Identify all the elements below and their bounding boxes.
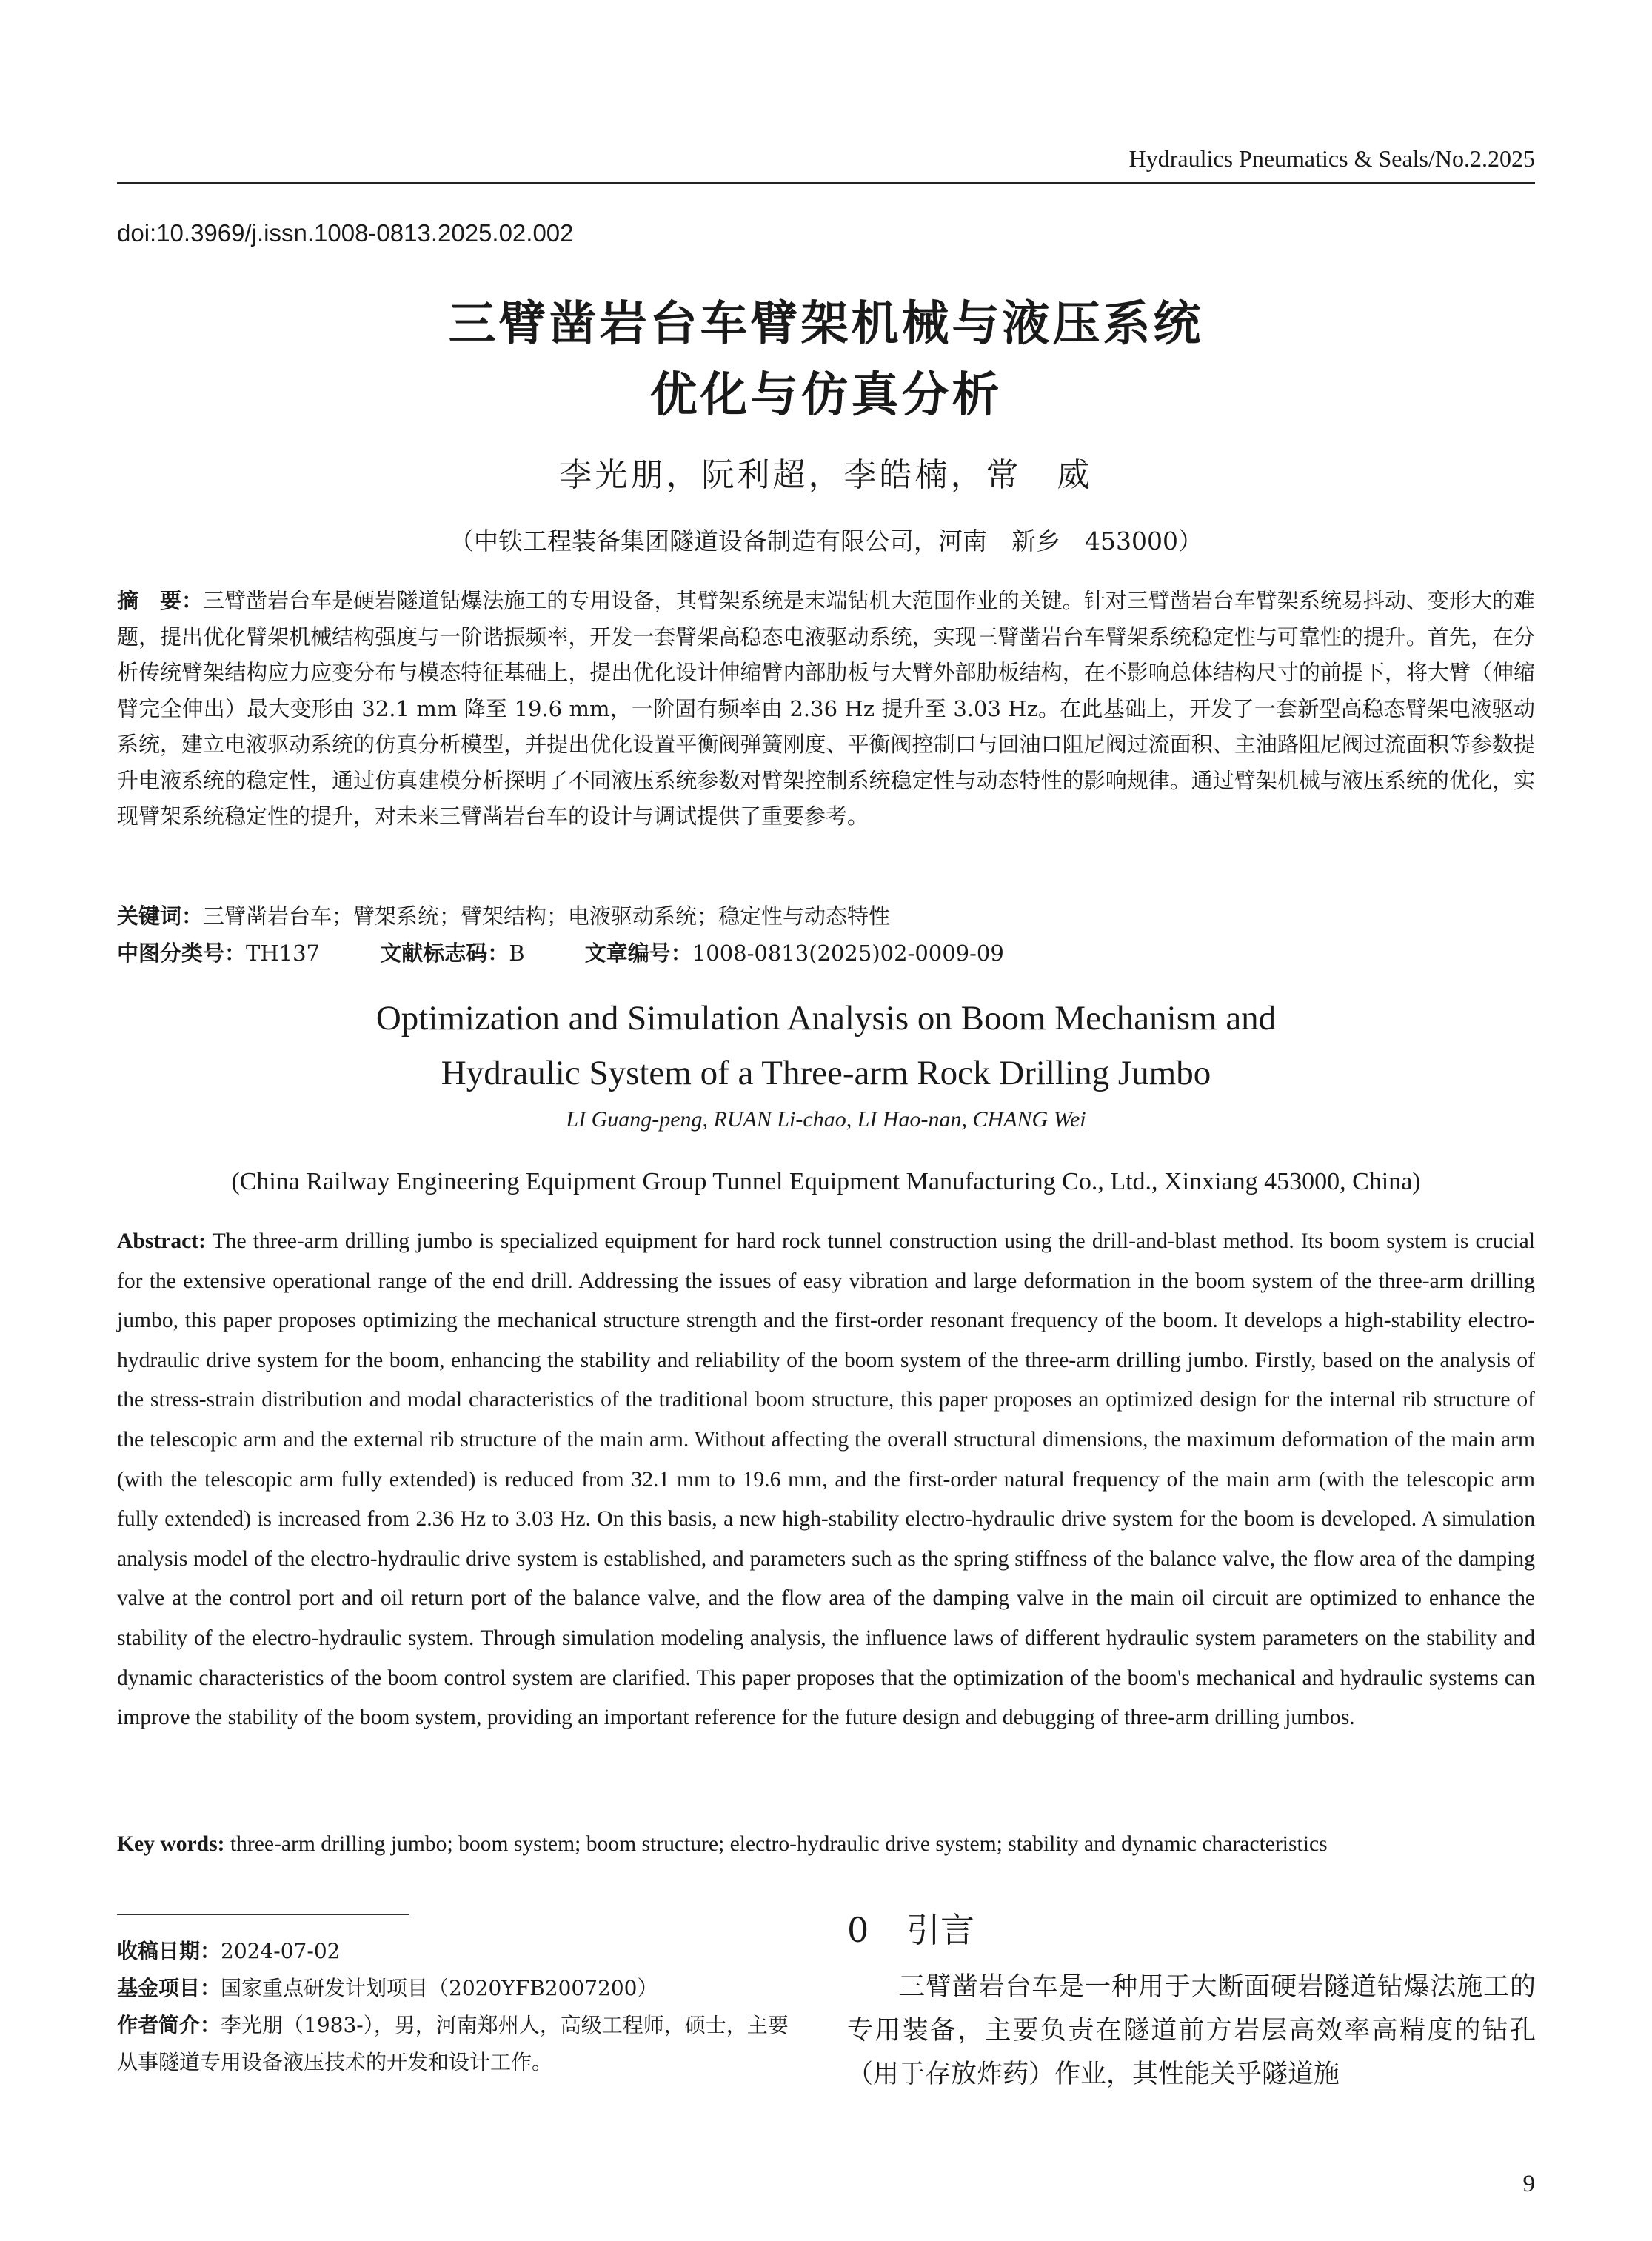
header-rule <box>117 182 1535 184</box>
clc-number: 中图分类号：TH137 <box>117 941 321 966</box>
footnote-rule <box>117 1914 409 1915</box>
title-zh <box>0 289 1652 431</box>
title-en-line-1: Optimization and Simulation Analysis on Boom Mechanism and <box>375 999 1277 1038</box>
authors-en: LI Guang-peng, RUAN Li-chao, LI Hao-nan, CHANG Wei <box>566 1107 1086 1132</box>
abstract-zh-label: 摘 要： <box>117 588 204 613</box>
keywords-zh-text: 三臂凿岩台车；臂架系统；臂架结构；电液驱动系统；稳定性与动态特性 <box>203 904 891 929</box>
keywords-zh <box>117 898 1535 935</box>
received-date: 收稿日期：2024-07-02 <box>117 1939 341 1963</box>
title-zh-line-2: 优化与仿真分析 <box>649 368 1003 423</box>
keywords-en <box>117 1825 1535 1865</box>
author-bio: 作者简介：李光朋（1983-），男，河南郑州人，高级工程师，硕士，主要从事隧道专用设备液压技术的开发和设计工作。 <box>117 2013 789 2074</box>
keywords-en-text: three-arm drilling jumbo; boom system; boom structure; electro-hydraulic drive system; stability and dynamic characteristics <box>224 1832 1328 1856</box>
title-zh-line-1: 三臂凿岩台车臂架机械与液压系统 <box>448 297 1204 352</box>
affiliation-en: (China Railway Engineering Equipment Group Tunnel Equipment Manufacturing Co., Ltd., Xinxiang 453000, China) <box>231 1168 1421 1195</box>
footnotes <box>117 1933 806 2081</box>
section-heading-intro <box>847 1903 974 1952</box>
doi[interactable]: doi:10.3969/j.issn.1008-0813.2025.02.002 <box>117 219 574 247</box>
document-code: 文献标志码：B <box>380 941 525 966</box>
journal-header: Hydraulics Pneumatics & Seals/No.2.2025 <box>1128 145 1535 172</box>
abstract-en-label: Abstract: <box>117 1229 206 1253</box>
affiliation-zh: （中铁工程装备集团隧道设备制造有限公司，河南 新乡 453000） <box>449 527 1203 555</box>
title-en <box>0 991 1652 1101</box>
intro-paragraph: 三臂凿岩台车是一种用于大断面硬岩隧道钻爆法施工的专用装备，主要负责在隧道前方岩层高效率高精度的钻孔（用于存放炸药）作业，其性能关乎隧道施 <box>847 1972 1536 2089</box>
keywords-en-label: Key words: <box>117 1832 225 1856</box>
article-id: 文章编号：1008-0813(2025)02-0009-09 <box>584 941 1004 966</box>
abstract-en <box>117 1222 1535 1738</box>
title-en-line-2: Hydraulic System of a Three-arm Rock Drilling Jumbo <box>441 1054 1211 1092</box>
classification-row <box>117 937 1057 967</box>
fund-project: 基金项目：国家重点研发计划项目（2020YFB2007200） <box>117 1976 658 2000</box>
section-number: 0 <box>847 1910 869 1950</box>
abstract-zh-text: 三臂凿岩台车是硬岩隧道钻爆法施工的专用设备，其臂架系统是末端钻机大范围作业的关键。针对三臂凿岩台车臂架系统易抖动、变形大的难题，提出优化臂架机械结构强度与一阶谐振频率，开发一套臂架高稳态电液驱动系统，实现三臂凿岩台车臂架系统稳定性与可靠性的提升。首先，在分析传统臂架结构应力应变分布与模态特征基础上，提出优化设计伸缩臂内部肋板与大臂外部肋板结构，在不影响总体结构尺寸的前提下，将大臂（伸缩臂完全伸出）最大变形由 32.1 mm 降至 19.6 mm，一阶固有频率由 2.36 Hz 提升至 3.03 Hz。在此基础上，开发了一套新型高稳态臂架电液驱动系统，建立电液驱动系统的仿真分析模型，并提出优化设置平衡阀弹簧刚度、平衡阀控制口与回油口阻尼阀过流面积、主油路阻尼阀过流面积等参数提升电液系统的稳定性，通过仿真建模分析探明了不同液压系统参数对臂架控制系统稳定性与动态特性的影响规律。通过臂架机械与液压系统的优化，实现臂架系统稳定性的提升，对未来三臂凿岩台车的设计与调试提供了重要参考。 <box>117 588 1535 829</box>
authors-zh: 李光朋，阮利超，李皓楠，常 威 <box>559 456 1093 494</box>
page-number: 9 <box>1522 2171 1535 2197</box>
section-title: 引言 <box>906 1910 974 1950</box>
abstract-zh <box>117 583 1535 835</box>
abstract-en-text: The three-arm drilling jumbo is specialized equipment for hard rock tunnel construction using the drill-and-blast method. Its boom system is crucial for the extensive operational range of the end drill. Addressing the issues of easy vibration and large deformation in the boom system of the three-arm drilling jumbo, this paper proposes optimizing the mechanical structure strength and the first-order resonant frequency of the boom. It develops a high-stability electro-hydraulic drive system for the boom, enhancing the stability and reliability of the boom system of the three-arm drilling jumbo. Firstly, based on the analysis of the stress-strain distribution and modal characteristics of the traditional boom structure, this paper proposes an optimized design for the internal rib structure of the telescopic arm and the external rib structure of the main arm. Without affecting the overall structural dimensions, the maximum deformation of the main arm (with the telescopic arm fully extended) is reduced from 32.1 mm to 19.6 mm, and the first-order natural frequency of the main arm (with the telescopic arm fully extended) is increased from 2.36 Hz to 3.03 Hz. On this basis, a new high-stability electro-hydraulic drive system for the boom is developed. A simulation analysis model of the electro-hydraulic drive system is established, and parameters such as the spring stiffness of the balance valve, the flow area of the damping valve at the control port and oil return port of the balance valve, and the flow area of the damping valve in the main oil circuit are optimized to enhance the stability of the electro-hydraulic system. Through simulation modeling analysis, the influence laws of different hydraulic system parameters on the stability and dynamic characteristics of the boom control system are clarified. This paper proposes that the optimization of the boom's mechanical and hydraulic systems can improve the stability of the boom system, providing an important reference for the future design and debugging of three-arm drilling jumbos. <box>117 1229 1535 1730</box>
keywords-zh-label: 关键词： <box>117 904 204 929</box>
